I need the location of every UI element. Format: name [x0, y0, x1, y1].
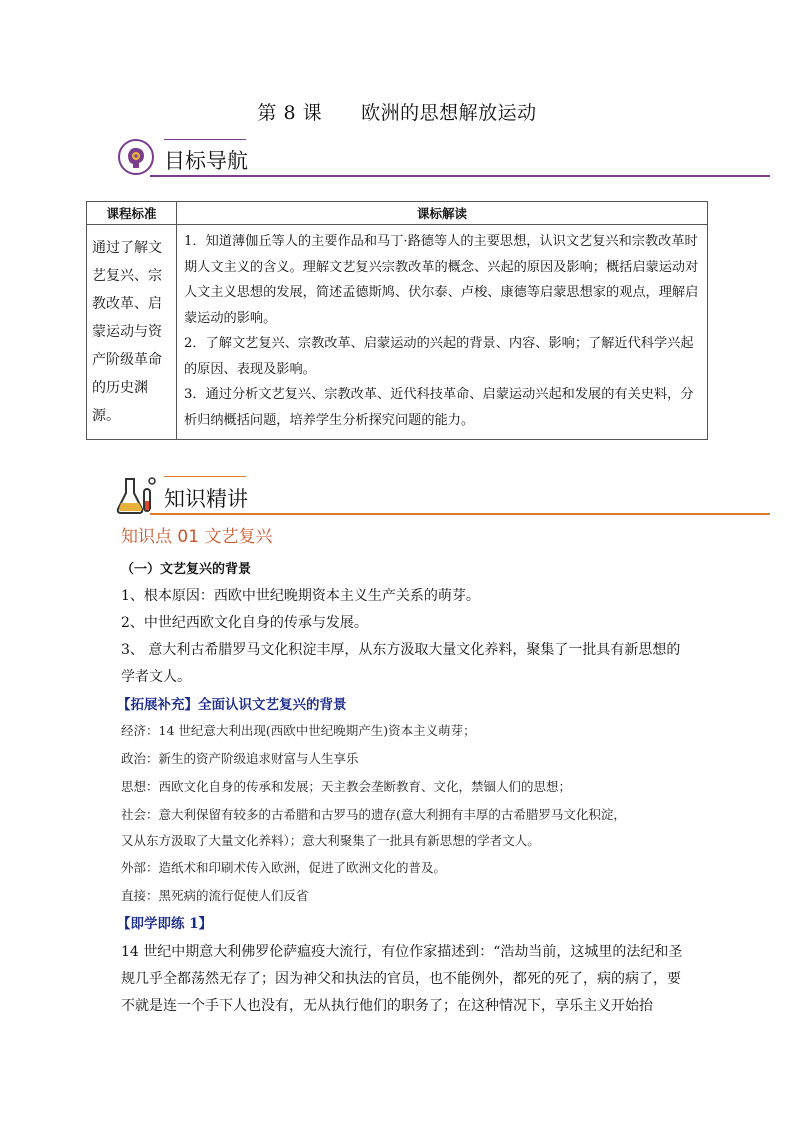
knowledge-point-title: 知识点 01 文艺复兴 [121, 527, 273, 547]
practice-title: 【即学即练 1】 [117, 916, 213, 932]
table-header-standard: 课程标准 [87, 202, 177, 225]
interpretation-item-3: 3．通过分析文艺复兴、宗教改革、近代科技革命、启蒙运动兴起和发展的有关史料，分析归纳概括问题，培养学生分析探究问题的能力。 [184, 387, 694, 428]
body-line-1: 1、根本原因：西欧中世纪晚期资本主义生产关系的萌芽。 [121, 588, 480, 604]
interpretation-item-2: 2．了解文艺复兴、宗教改革、启蒙运动的兴起的背景、内容、影响；了解近代科学兴起的原因、表现及影响。 [184, 336, 694, 377]
extension-title: 【拓展补充】全面认识文艺复兴的背景 [117, 697, 347, 713]
practice-line-2: 规几乎全都荡然无存了；因为神父和执法的官员，也不能例外，都死的死了，病的病了，要 [121, 971, 681, 987]
extension-line-1: 经济：14 世纪意大利出现(西欧中世纪晚期产生)资本主义萌芽； [121, 723, 476, 738]
section1-label: 目标导航 [164, 149, 248, 173]
extension-line-2: 政治：新生的资产阶级追求财富与人生享乐 [121, 751, 359, 766]
section1-rule [150, 175, 770, 177]
table-header-interpretation: 课标解读 [177, 202, 708, 225]
body-line-3: 3、 意大利古希腊罗马文化积淀丰厚，从东方汲取大量文化养料，聚集了一批具有新思想的 [121, 642, 681, 658]
body-line-2: 2、中世纪西欧文化自身的传承与发展。 [121, 615, 368, 631]
practice-line-1: 14 世纪中期意大利佛罗伦萨瘟疫大流行，有位作家描述到：“浩劫当前，这城里的法纪和圣 [121, 944, 683, 960]
interpretation-cell [177, 225, 708, 440]
brain-gear-icon [116, 137, 156, 177]
extension-line-4: 社会：意大利保留有较多的古希腊和古罗马的遗存(意大利拥有丰厚的古希腊罗马文化积淀， [121, 807, 626, 822]
flask-icon [116, 475, 156, 515]
section1-top-line [164, 139, 246, 140]
objectives-table [86, 201, 708, 440]
interpretation-item-1: 1．知道薄伽丘等人的主要作品和马丁·路德等人的主要思想，认识文艺复兴和宗教改革时期人文主义的含义。理解文艺复兴宗教改革的概念、兴起的原因及影响；概括启蒙运动对人文主义思想的发展，简述孟德斯鸠、伏尔泰、卢梭、康德等启蒙思想家的观点，理解启蒙运动的影响。 [184, 234, 699, 326]
section2-rule [150, 513, 770, 515]
body-line-4: 学者文人。 [121, 669, 191, 685]
extension-line-5: 又从东方汲取了大量文化养料）；意大利聚集了一批具有新思想的学者文人。 [121, 833, 540, 848]
section2-top-line [164, 476, 246, 477]
section2-label: 知识精讲 [164, 487, 248, 511]
standard-cell: 通过了解文艺复兴、宗教改革、启蒙运动与资产阶级革命的历史渊源。 [87, 225, 177, 440]
background-subhead: （一）文艺复兴的背景 [121, 562, 252, 577]
page-title: 第 8 课 欧洲的思想解放运动 [257, 102, 537, 124]
extension-line-3: 思想：西欧文化自身的传承和发展；天主教会垄断教育、文化，禁锢人们的思想； [121, 779, 572, 794]
practice-line-3: 不就是连一个手下人也没有，无从执行他们的职务了；在这种情况下，享乐主义开始抬 [121, 998, 653, 1014]
extension-line-7: 直接：黑死病的流行促使人们反省 [121, 888, 309, 903]
extension-line-6: 外部：造纸术和印刷术传入欧洲，促进了欧洲文化的普及。 [121, 860, 447, 875]
